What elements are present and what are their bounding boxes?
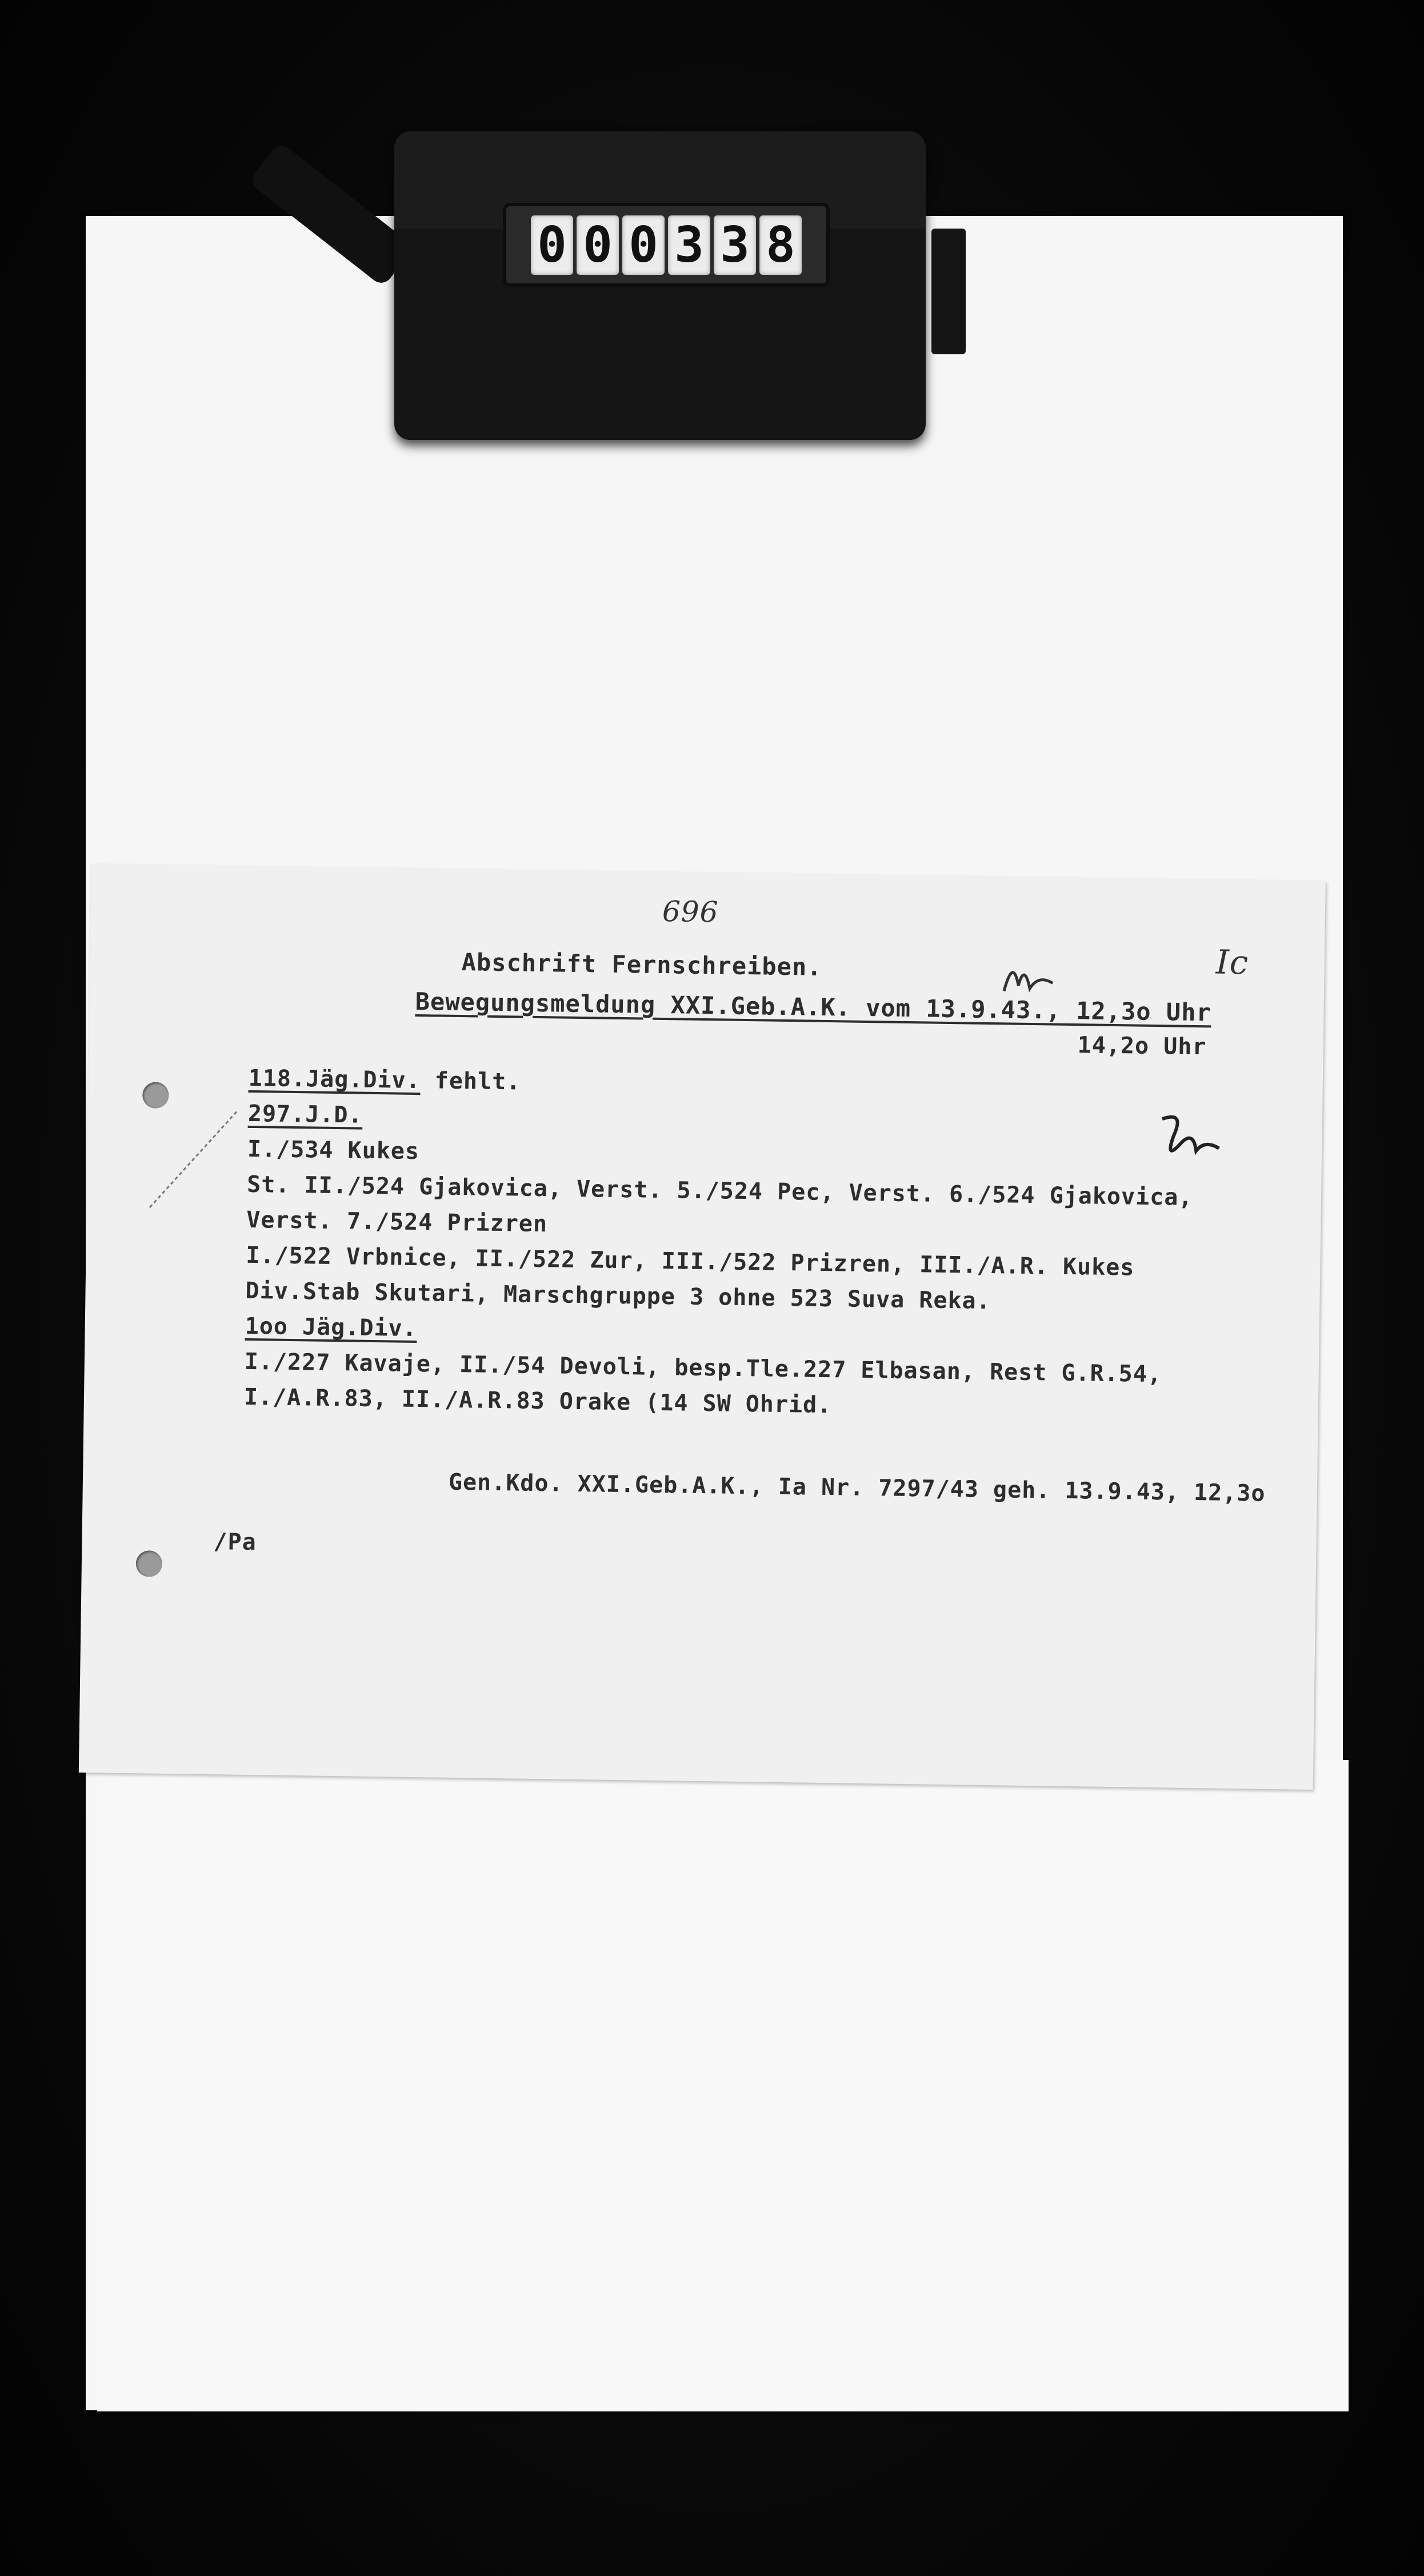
counter-digit: 0: [531, 215, 573, 275]
counter-digit: 0: [622, 215, 665, 275]
unit-heading-297: 297.J.D.: [247, 1100, 363, 1129]
counter-window: [503, 203, 830, 287]
counter-clip: [931, 229, 966, 354]
backing-sheet-lower: [97, 1760, 1349, 2411]
counter-digit: 8: [759, 215, 802, 275]
doc-line-10: I./A.R.83, II./A.R.83 Orake (14 SW Ohrid.: [243, 1383, 832, 1419]
doc-line-3: I./534 Kukes: [247, 1135, 420, 1165]
unit-heading-100: 1oo Jäg.Div.: [245, 1313, 418, 1342]
pencil-annotation-ic: Ic: [1215, 942, 1249, 982]
typist-initials: /Pa: [213, 1529, 257, 1556]
counter-digit: 0: [577, 215, 619, 275]
doc-line-7: Div.Stab Skutari, Marschgruppe 3 ohne 523 Suva Reka.: [245, 1277, 991, 1315]
document-heading: Abschrift Fernschreiben.: [461, 948, 822, 981]
signature-line: Gen.Kdo. XXI.Geb.A.K., Ia Nr. 7297/43 geh. 13.9.43, 12,3o: [448, 1469, 1266, 1507]
unit-status-118: fehlt.: [420, 1067, 521, 1095]
counter-digit: 3: [668, 215, 710, 275]
document-second-time: 14,2o Uhr: [1077, 1032, 1207, 1061]
doc-line-1: [248, 1065, 521, 1095]
unit-heading-118: 118.Jäg.Div.: [248, 1065, 421, 1094]
pencil-diagonal-stroke: [132, 1105, 248, 1221]
doc-line-6: I./522 Vrbnice, II./522 Zur, III./522 Prizren, III./A.R. Kukes: [246, 1242, 1135, 1281]
telex-document: [79, 864, 1326, 1790]
counter-digit: 3: [714, 215, 756, 275]
document-subject: Bewegungsmeldung XXI.Geb.A.K. vom 13.9.43., 12,3o Uhr: [415, 987, 1212, 1027]
doc-line-9: I./227 Kavaje, II./54 Devoli, besp.Tle.227 Elbasan, Rest G.R.54,: [244, 1348, 1162, 1388]
punch-hole: [136, 1550, 163, 1577]
doc-line-4: St. II./524 Gjakovica, Verst. 5./524 Pec, Verst. 6./524 Gjakovica,: [246, 1171, 1193, 1211]
handwritten-signature-mark: [1150, 1107, 1231, 1171]
pencil-annotation-top: 696: [662, 894, 719, 929]
handwritten-initial-mark: [998, 951, 1067, 1003]
doc-line-5: Verst. 7./524 Prizren: [246, 1206, 548, 1238]
